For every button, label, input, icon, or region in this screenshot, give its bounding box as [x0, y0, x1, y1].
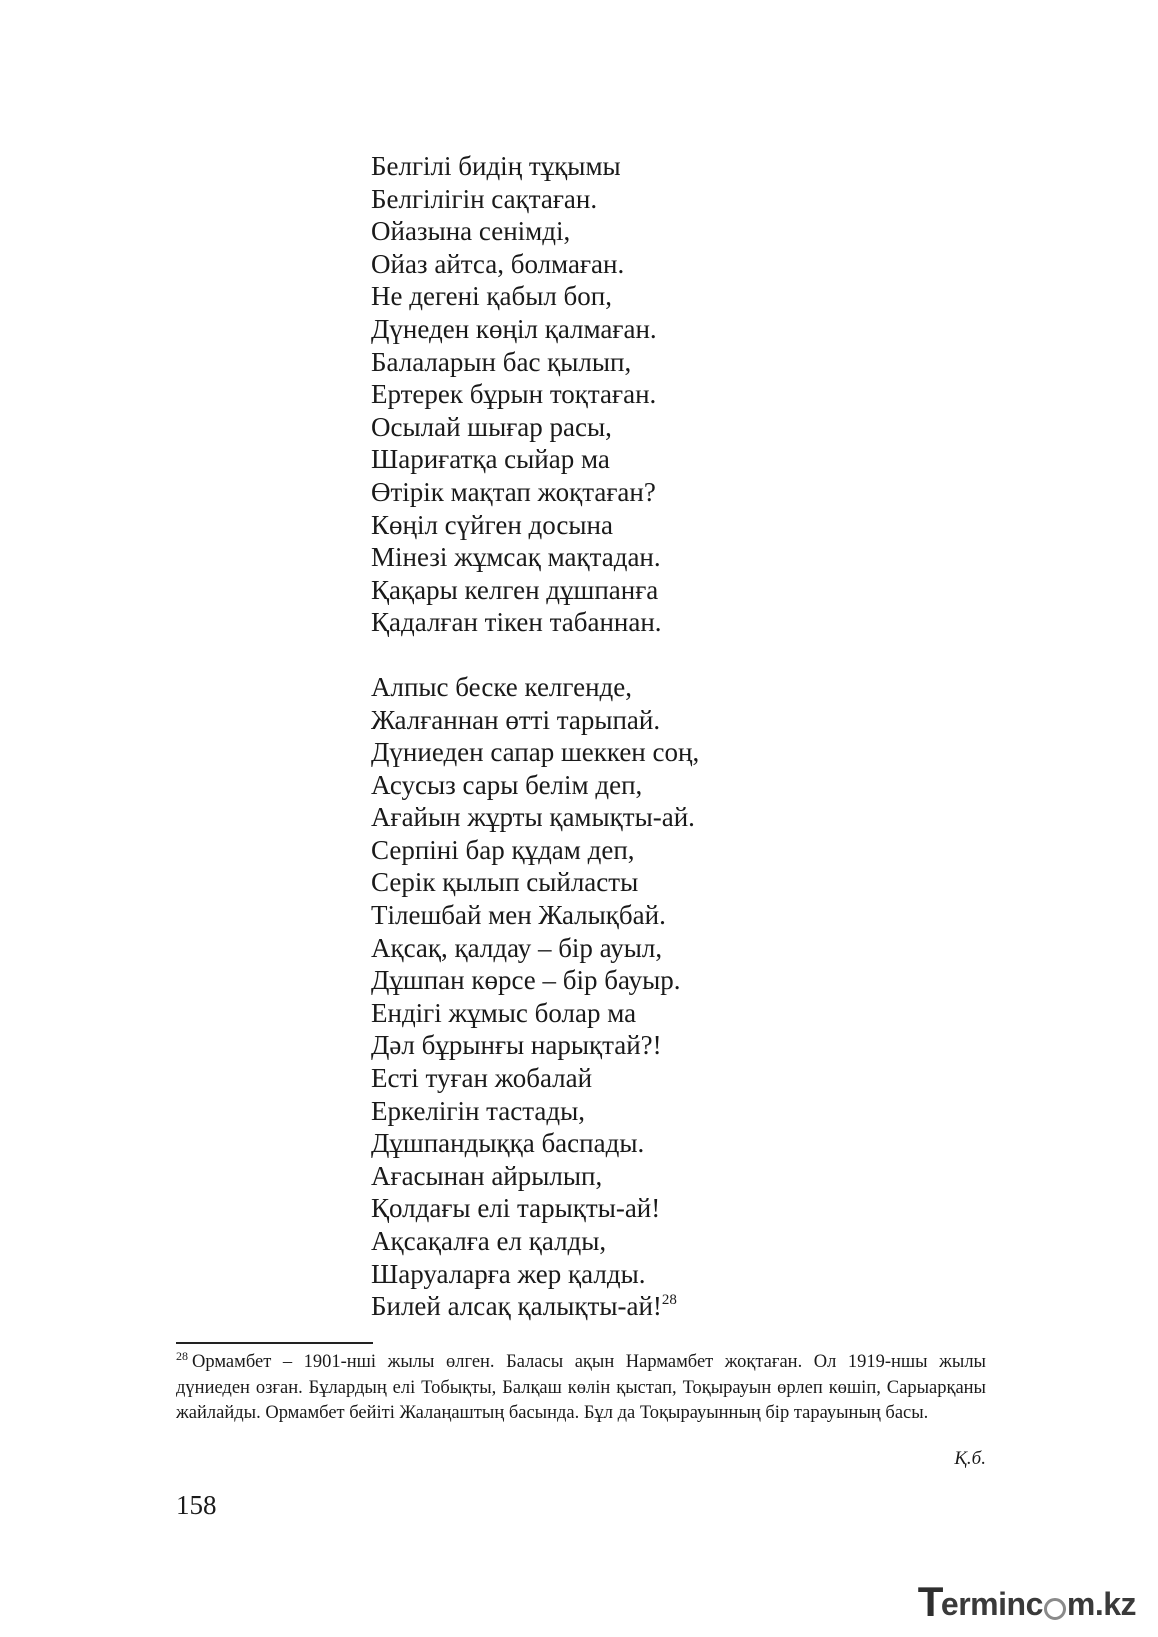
- poem-line: Ақсақалға ел қалды,: [371, 1226, 607, 1256]
- poem-line: Еркелігін тастады,: [371, 1095, 586, 1126]
- poem-line: Дүнеден көңіл қалмаған.: [371, 313, 657, 344]
- poem-line: Белгілігін сақтаған.: [371, 183, 598, 214]
- magnifier-icon: [1044, 1598, 1066, 1620]
- poem-line: Көңіл сүйген досына: [371, 509, 613, 540]
- footnote-text: Ормамбет – 1901-нші жылы өлген. Баласы ақын Нармамбет жоқтаған. Ол 1919-ншы жылы дүниеден озған. Бұлардың елі Тобықты, Балқаш көлін қыстап, Тоқырауын өрлеп көшіп, Сарыарқаны жайлайды. Ормамбет бейіті Жалаңаштың басында. Бұл да Тоқырауынның бір тарауының басы.: [176, 1352, 986, 1423]
- poem-line: Осылай шығар расы,: [371, 411, 612, 442]
- stanza-2: [371, 671, 971, 1323]
- poem: [371, 150, 971, 1323]
- poem-line: Не дегені қабыл боп,: [371, 281, 612, 312]
- poem-line: Тілешбай мен Жалықбай.: [371, 900, 666, 931]
- poem-line: Ойаз айтса, болмаған.: [371, 248, 625, 279]
- poem-line: Дұшпан көрсе – бір бауыр.: [371, 965, 681, 996]
- poem-line: Дүниеден сапар шеккен соң,: [371, 737, 700, 768]
- poem-line: Балаларын бас қылып,: [371, 346, 632, 377]
- footnote-divider: [176, 1342, 373, 1344]
- poem-line: Серік қылып сыйласты: [371, 867, 639, 898]
- poem-line: Мінезі жұмсақ мақтадан.: [371, 542, 661, 573]
- poem-line: Қақары келген дұшпанға: [371, 574, 659, 605]
- watermark-logo: [918, 1579, 1136, 1623]
- poem-line: Өтірік мақтап жоқтаған?: [371, 476, 656, 507]
- poem-line: Қадалған тікен табаннан.: [371, 607, 662, 638]
- watermark-first-letter: T: [917, 1578, 943, 1625]
- poem-line: Дәл бұрынғы нарықтай?!: [371, 1030, 662, 1061]
- poem-line: Серпіні бар құдам деп,: [371, 834, 635, 865]
- poem-line: Ертерек бұрын тоқтаған.: [371, 379, 657, 410]
- watermark-text-part2: m.kz: [1066, 1586, 1136, 1622]
- poem-line: Шаруаларға жер қалды.: [371, 1258, 646, 1289]
- watermark-text-part1: erminc: [940, 1586, 1043, 1622]
- stanza-1: [371, 150, 971, 639]
- footnote-source: Қ.б.: [954, 1448, 986, 1469]
- footnote-number: 28: [176, 1349, 188, 1363]
- poem-line: Ендігі жұмыс болар ма: [371, 997, 637, 1028]
- poem-line-text: Билей алсақ қалықты-ай!: [371, 1291, 662, 1322]
- poem-line: Белгілі бидің тұқымы: [371, 151, 621, 181]
- poem-line: Алпыс беске келгенде,: [371, 671, 633, 702]
- footnote-reference[interactable]: 28: [661, 1292, 677, 1309]
- poem-line: Дұшпандыққа баспады.: [371, 1128, 645, 1159]
- poem-line: Қолдағы елі тарықты-ай!: [371, 1193, 661, 1224]
- poem-line: Ағайын жұрты қамықты-ай.: [371, 802, 695, 833]
- poem-line: Ақсақ, қалдау – бір ауыл,: [371, 932, 663, 963]
- poem-line: Асусыз сары белім деп,: [371, 769, 643, 800]
- poem-line: Ағасынан айрылып,: [371, 1160, 603, 1191]
- footnote: [176, 1350, 986, 1427]
- poem-line: Жалғаннан өтті тарыпай.: [371, 704, 661, 735]
- poem-line-last: [371, 1290, 971, 1323]
- poem-line: Ойазына сенімді,: [371, 216, 571, 247]
- poem-line: Есті туған жобалай: [371, 1063, 593, 1094]
- poem-line: Шариғатқа сыйар ма: [371, 444, 610, 475]
- page-number: 158: [176, 1490, 217, 1520]
